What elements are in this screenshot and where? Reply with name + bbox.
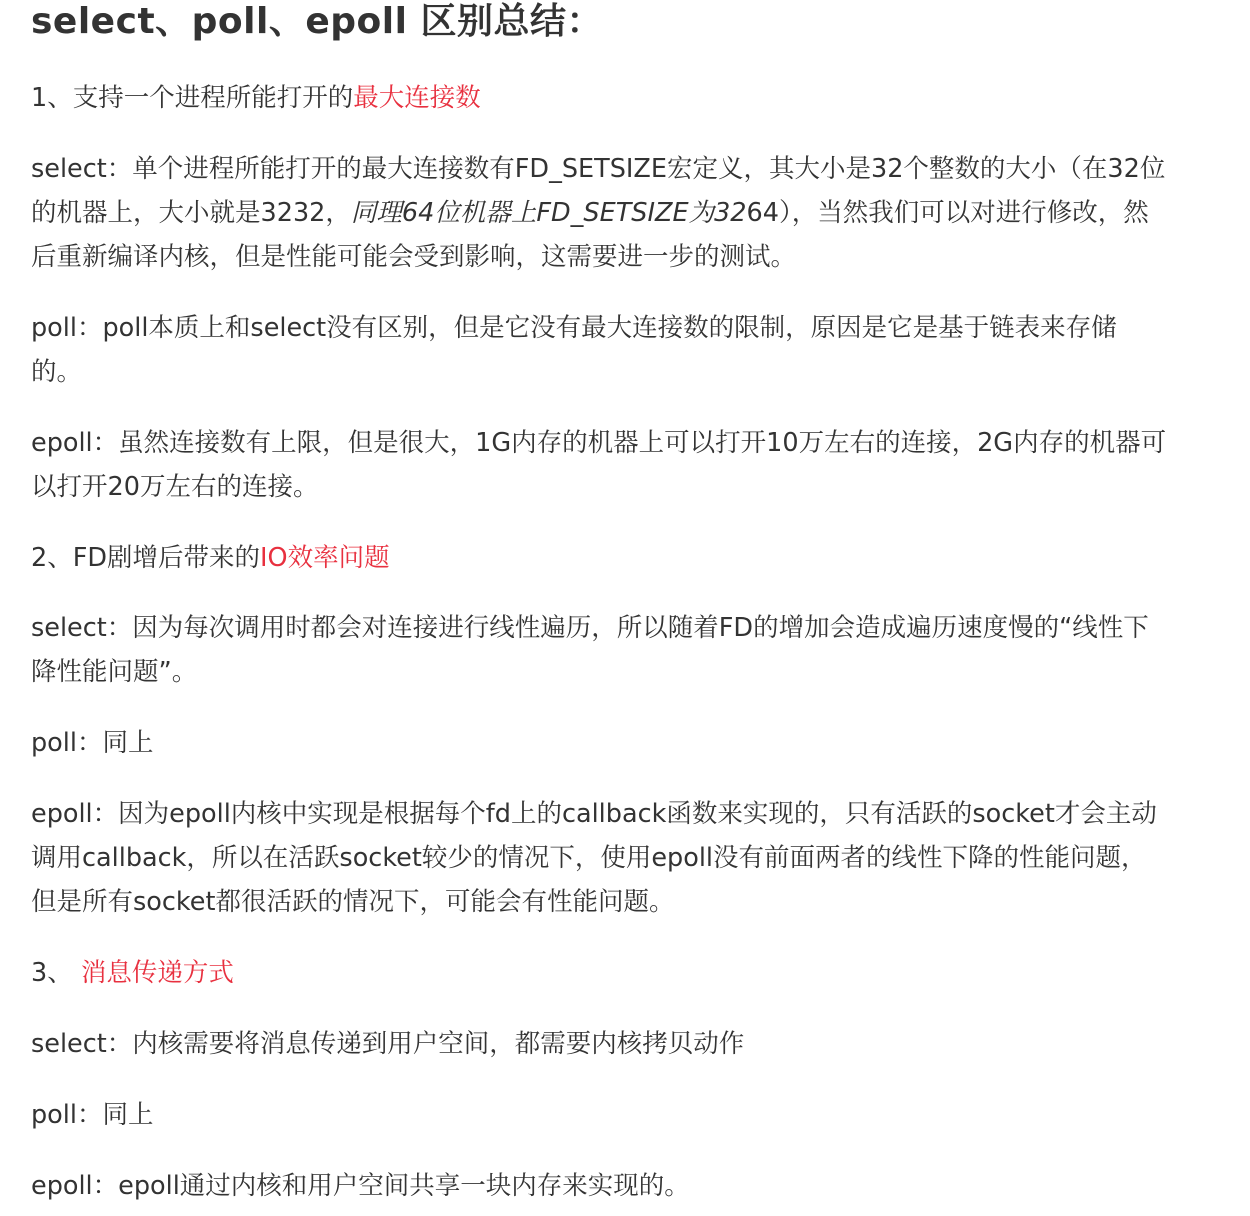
text-line: 调用callback，所以在活跃socket较少的情况下，使用epoll没有前面两者的线性下降的性能问题， [31,843,1147,873]
section-heading-highlight: IO效率问题 [260,543,390,573]
text-line: select：单个进程所能打开的最大连接数有FD_SETSIZE宏定义，其大小是32个整数的大小（在32位 [31,154,1166,184]
text-line: select：内核需要将消息传递到用户空间，都需要内核拷贝动作 [31,1029,745,1059]
text-line: 以打开20万左右的连接。 [31,472,319,502]
paragraph-poll-max-connections [31,306,1231,394]
text-run: 的机器上，大小就是3232， [31,198,351,228]
section-heading-prefix: 3、 [31,958,81,988]
text-line: epoll：epoll通过内核和用户空间共享一块内存来实现的。 [31,1171,690,1201]
section-heading-1 [31,76,1231,120]
section-heading-highlight: 最大连接数 [353,83,481,113]
paragraph-poll-io-efficiency [31,721,1231,765]
paragraph-poll-message-passing [31,1093,1231,1137]
paragraph-epoll-max-connections [31,421,1231,509]
text-line: epoll：虽然连接数有上限，但是很大，1G内存的机器上可以打开10万左右的连接，2G内存的机器可 [31,428,1167,458]
paragraph-epoll-io-efficiency [31,792,1231,924]
section-heading-3 [31,951,1231,995]
text-line: poll：同上 [31,728,154,758]
text-line: 后重新编译内核，但是性能可能会受到影响，这需要进一步的测试。 [31,242,797,272]
italic-text-run: 同理64位机器上FD_SETSIZE为32 [350,198,747,228]
text-line: 降性能问题”。 [31,657,198,687]
text-line: select：因为每次调用时都会对连接进行线性遍历，所以随着FD的增加会造成遍历速度慢的“线性下 [31,613,1149,643]
text-run: 64），当然我们可以对进行修改，然 [746,198,1149,228]
text-line: epoll：因为epoll内核中实现是根据每个fd上的callback函数来实现的，只有活跃的socket才会主动 [31,799,1157,829]
section-heading-2 [31,536,1231,580]
paragraph-select-max-connections [31,147,1231,279]
section-heading-prefix: 1、支持一个进程所能打开的 [31,83,354,113]
section-heading-highlight: 消息传递方式 [80,958,234,988]
paragraph-select-io-efficiency [31,606,1231,694]
text-line: 的。 [31,357,83,387]
text-line: poll：同上 [31,1100,154,1130]
text-line: poll：poll本质上和select没有区别，但是它没有最大连接数的限制，原因是它是基于链表来存储 [31,313,1117,343]
section-heading-prefix: 2、FD剧增后带来的 [31,543,261,573]
text-line [31,191,1231,235]
text-line: 但是所有socket都很活跃的情况下，可能会有性能问题。 [31,887,675,917]
paragraph-epoll-message-passing [31,1164,1231,1208]
paragraph-select-message-passing [31,1022,1231,1066]
page-title: select、poll、epoll 区别总结： [31,1,603,42]
